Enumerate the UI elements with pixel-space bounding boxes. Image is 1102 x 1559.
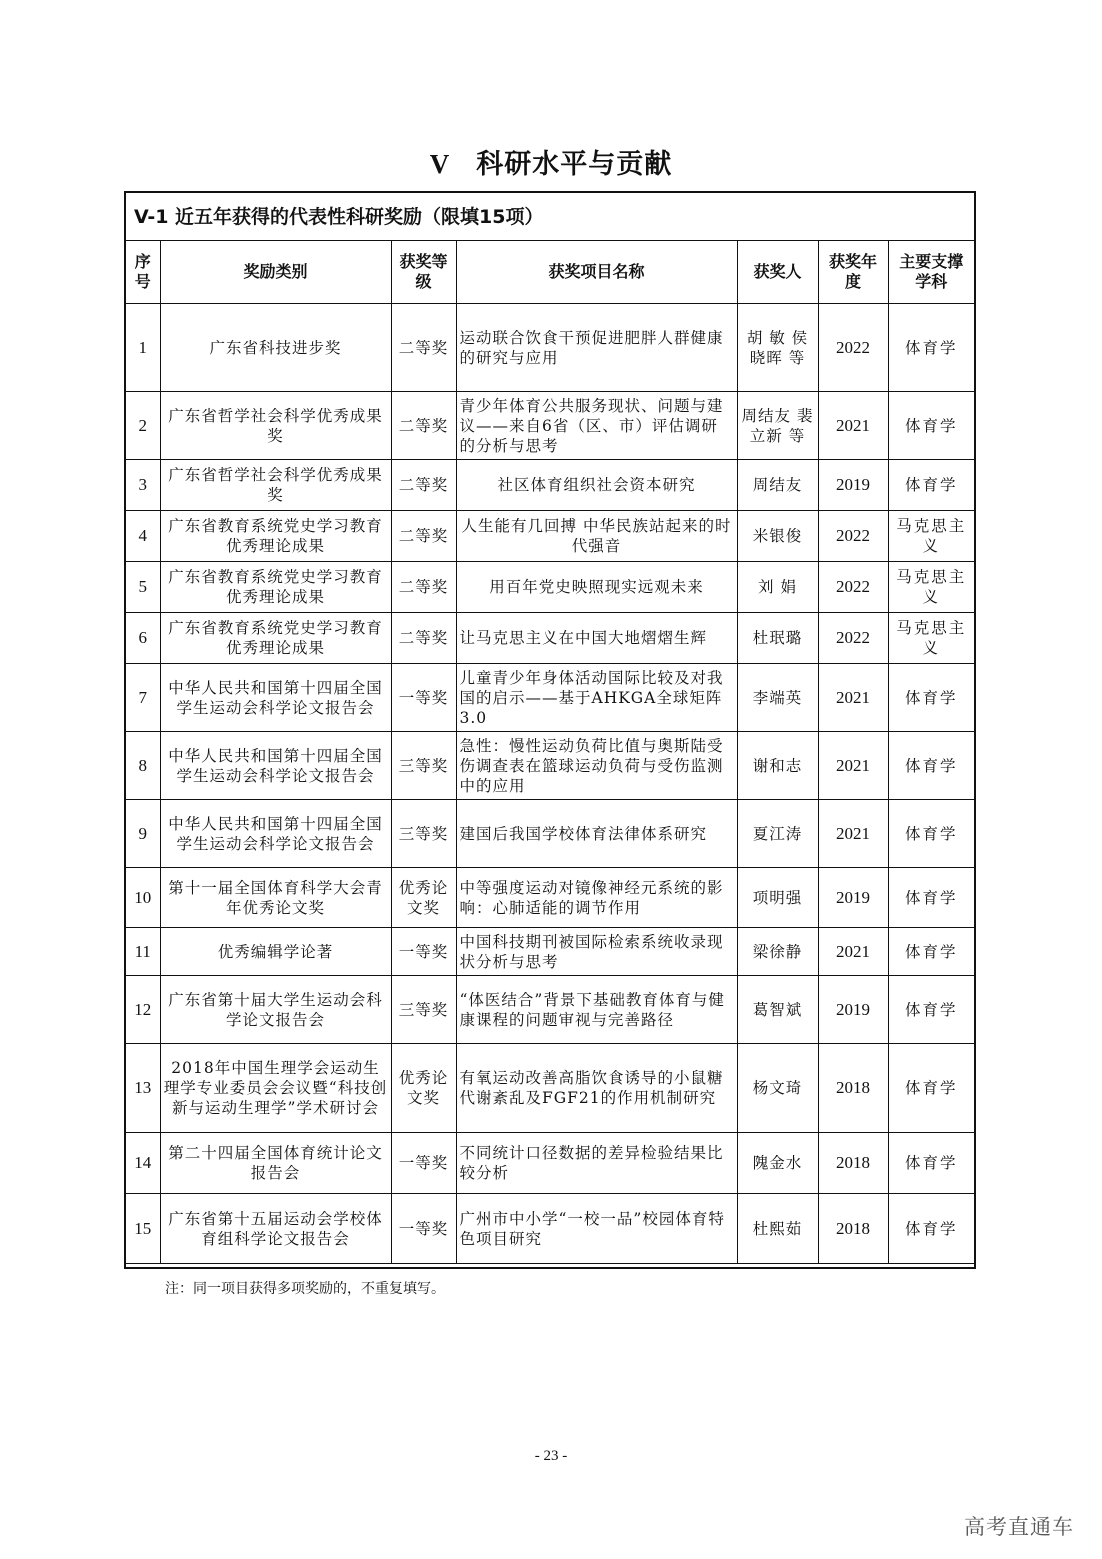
cell-year: 2018	[818, 1133, 888, 1194]
table-row	[126, 800, 974, 868]
cell-grade: 二等奖	[391, 511, 456, 562]
cell-project: 中等强度运动对镜像神经元系统的影响：心肺适能的调节作用	[456, 868, 737, 928]
header-year: 获奖年度	[818, 241, 888, 304]
header-subject: 主要支撑学科	[888, 241, 974, 304]
cell-year: 2018	[818, 1044, 888, 1133]
cell-year: 2018	[818, 1194, 888, 1264]
cell-person: 葛智斌	[737, 976, 818, 1044]
cell-subject: 体育学	[888, 732, 974, 800]
cell-year: 2021	[818, 664, 888, 732]
cell-project: 青少年体育公共服务现状、问题与建议——来自6省（区、市）评估调研的分析与思考	[456, 392, 737, 460]
cell-subject: 体育学	[888, 976, 974, 1044]
footnote: 注：同一项目获得多项奖励的，不重复填写。	[165, 1281, 445, 1297]
cell-num: 11	[126, 928, 160, 976]
cell-grade: 二等奖	[391, 460, 456, 511]
cell-person: 隗金水	[737, 1133, 818, 1194]
cell-year: 2022	[818, 562, 888, 613]
cell-grade: 优秀论文奖	[391, 868, 456, 928]
cell-category: 优秀编辑学论著	[160, 928, 391, 976]
cell-project: 急性：慢性运动负荷比值与奥斯陆受伤调查表在篮球运动负荷与受伤监测中的应用	[456, 732, 737, 800]
cell-subject: 体育学	[888, 800, 974, 868]
cell-project: 让马克思主义在中国大地熠熠生辉	[456, 613, 737, 664]
cell-person: 周结友	[737, 460, 818, 511]
table-row	[126, 976, 974, 1044]
table-title: V-1 近五年获得的代表性科研奖励（限填15项）	[126, 193, 974, 241]
cell-category: 广东省教育系统党史学习教育优秀理论成果	[160, 562, 391, 613]
cell-person: 谢和志	[737, 732, 818, 800]
cell-category: 广东省教育系统党史学习教育优秀理论成果	[160, 511, 391, 562]
cell-project: “体医结合”背景下基础教育体育与健康课程的问题审视与完善路径	[456, 976, 737, 1044]
cell-project: 儿童青少年身体活动国际比较及对我国的启示——基于AHKGA全球矩阵3.0	[456, 664, 737, 732]
cell-person: 杨文琦	[737, 1044, 818, 1133]
cell-subject: 体育学	[888, 1194, 974, 1264]
cell-subject: 体育学	[888, 1044, 974, 1133]
cell-grade: 一等奖	[391, 1133, 456, 1194]
cell-person: 杜熙茹	[737, 1194, 818, 1264]
table-row	[126, 562, 974, 613]
cell-category: 广东省第十届大学生运动会科学论文报告会	[160, 976, 391, 1044]
cell-num: 1	[126, 304, 160, 392]
cell-num: 3	[126, 460, 160, 511]
cell-grade: 一等奖	[391, 928, 456, 976]
header-project: 获奖项目名称	[456, 241, 737, 304]
cell-grade: 二等奖	[391, 613, 456, 664]
cell-num: 12	[126, 976, 160, 1044]
cell-num: 8	[126, 732, 160, 800]
cell-subject: 体育学	[888, 664, 974, 732]
cell-person: 米银俊	[737, 511, 818, 562]
table-row	[126, 392, 974, 460]
cell-year: 2019	[818, 460, 888, 511]
cell-category: 中华人民共和国第十四届全国学生运动会科学论文报告会	[160, 732, 391, 800]
cell-year: 2022	[818, 304, 888, 392]
cell-person: 杜珉璐	[737, 613, 818, 664]
cell-grade: 三等奖	[391, 800, 456, 868]
cell-category: 广东省科技进步奖	[160, 304, 391, 392]
cell-subject: 体育学	[888, 392, 974, 460]
header-grade: 获奖等级	[391, 241, 456, 304]
cell-num: 9	[126, 800, 160, 868]
table-row	[126, 928, 974, 976]
table-row	[126, 613, 974, 664]
cell-category: 广东省哲学社会科学优秀成果奖	[160, 460, 391, 511]
cell-grade: 三等奖	[391, 976, 456, 1044]
cell-year: 2021	[818, 928, 888, 976]
table-row	[126, 1133, 974, 1194]
awards-table-frame	[124, 191, 976, 1269]
cell-year: 2021	[818, 732, 888, 800]
cell-num: 5	[126, 562, 160, 613]
cell-num: 10	[126, 868, 160, 928]
cell-person: 刘 娟	[737, 562, 818, 613]
cell-person: 胡 敏 侯晓晖 等	[737, 304, 818, 392]
cell-num: 6	[126, 613, 160, 664]
table-row	[126, 732, 974, 800]
table-row	[126, 1044, 974, 1133]
cell-person: 周结友 裴立新 等	[737, 392, 818, 460]
cell-year: 2022	[818, 613, 888, 664]
cell-project: 有氧运动改善高脂饮食诱导的小鼠糖代谢紊乱及FGF21的作用机制研究	[456, 1044, 737, 1133]
cell-project: 运动联合饮食干预促进肥胖人群健康的研究与应用	[456, 304, 737, 392]
section-title	[0, 142, 1102, 181]
cell-subject: 马克思主义	[888, 562, 974, 613]
cell-subject: 体育学	[888, 460, 974, 511]
header-person: 获奖人	[737, 241, 818, 304]
cell-grade: 一等奖	[391, 664, 456, 732]
cell-subject: 马克思主义	[888, 511, 974, 562]
cell-subject: 体育学	[888, 1133, 974, 1194]
cell-category: 广东省第十五届运动会学校体育组科学论文报告会	[160, 1194, 391, 1264]
cell-grade: 三等奖	[391, 732, 456, 800]
cell-subject: 体育学	[888, 868, 974, 928]
cell-category: 第二十四届全国体育统计论文报告会	[160, 1133, 391, 1194]
cell-person: 夏江涛	[737, 800, 818, 868]
cell-category: 中华人民共和国第十四届全国学生运动会科学论文报告会	[160, 800, 391, 868]
table-row	[126, 511, 974, 562]
cell-project: 人生能有几回搏 中华民族站起来的时代强音	[456, 511, 737, 562]
table-row	[126, 460, 974, 511]
header-category: 奖励类别	[160, 241, 391, 304]
cell-project: 建国后我国学校体育法律体系研究	[456, 800, 737, 868]
table-row	[126, 664, 974, 732]
section-roman-numeral: V	[429, 149, 451, 179]
section-heading: 科研水平与贡献	[476, 149, 673, 180]
cell-person: 项明强	[737, 868, 818, 928]
header-num: 序号	[126, 241, 160, 304]
cell-category: 广东省教育系统党史学习教育优秀理论成果	[160, 613, 391, 664]
table-row	[126, 304, 974, 392]
cell-year: 2019	[818, 868, 888, 928]
cell-num: 14	[126, 1133, 160, 1194]
cell-year: 2019	[818, 976, 888, 1044]
cell-num: 4	[126, 511, 160, 562]
cell-num: 2	[126, 392, 160, 460]
cell-num: 7	[126, 664, 160, 732]
table-header-row	[126, 241, 974, 304]
cell-grade: 二等奖	[391, 304, 456, 392]
page-number: - 23 -	[534, 1448, 568, 1464]
table-row	[126, 1194, 974, 1264]
cell-project: 中国科技期刊被国际检索系统收录现状分析与思考	[456, 928, 737, 976]
cell-year: 2021	[818, 800, 888, 868]
cell-person: 梁徐静	[737, 928, 818, 976]
cell-project: 用百年党史映照现实远观未来	[456, 562, 737, 613]
cell-category: 广东省哲学社会科学优秀成果奖	[160, 392, 391, 460]
cell-person: 李端英	[737, 664, 818, 732]
cell-category: 中华人民共和国第十四届全国学生运动会科学论文报告会	[160, 664, 391, 732]
cell-subject: 体育学	[888, 304, 974, 392]
cell-project: 不同统计口径数据的差异检验结果比较分析	[456, 1133, 737, 1194]
cell-category: 2018年中国生理学会运动生理学专业委员会会议暨“科技创新与运动生理学”学术研讨会	[160, 1044, 391, 1133]
cell-subject: 体育学	[888, 928, 974, 976]
cell-grade: 一等奖	[391, 1194, 456, 1264]
cell-category: 第十一届全国体育科学大会青年优秀论文奖	[160, 868, 391, 928]
cell-subject: 马克思主义	[888, 613, 974, 664]
cell-num: 13	[126, 1044, 160, 1133]
cell-year: 2022	[818, 511, 888, 562]
cell-grade: 二等奖	[391, 392, 456, 460]
cell-year: 2021	[818, 392, 888, 460]
cell-grade: 优秀论文奖	[391, 1044, 456, 1133]
cell-project: 广州市中小学“一校一品”校园体育特色项目研究	[456, 1194, 737, 1264]
watermark: 高考直通车	[964, 1515, 1074, 1539]
cell-project: 社区体育组织社会资本研究	[456, 460, 737, 511]
cell-num: 15	[126, 1194, 160, 1264]
table-body	[126, 304, 974, 1264]
awards-table	[126, 241, 974, 1264]
cell-grade: 二等奖	[391, 562, 456, 613]
table-row	[126, 868, 974, 928]
